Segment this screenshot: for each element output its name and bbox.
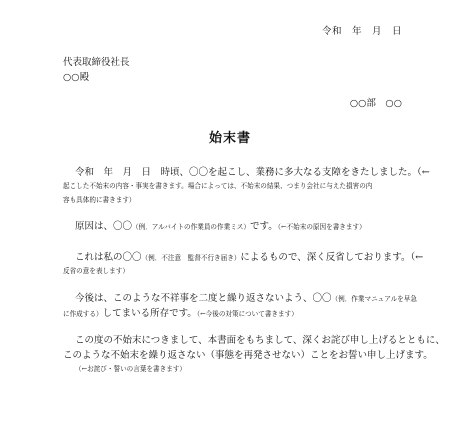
paragraph-apology-line2: このような不始末を繰り返さない（事態を再発させない）ことをお誓い申し上げます。	[63, 350, 433, 361]
paragraph-reflection-note: 反省の意を表します）	[63, 267, 129, 275]
paragraph-cause-note: （←不始末の原因を書きます）	[277, 223, 366, 231]
paragraph-reflection-text-a: これは私の〇〇	[75, 252, 142, 263]
paragraph-reflection-text-b: によるもので、深く反省しております。（←	[240, 252, 424, 263]
addressee-name: ○○殿	[63, 72, 90, 83]
paragraph-prevention-line2	[63, 309, 298, 319]
paragraph-prevention-example: （例．作業マニュアルを早急	[331, 295, 417, 303]
paragraph-incident-text: 令和 年 月 日 時頃、〇〇を起こし、業務に多大なる支障をきたしました。（←	[75, 167, 430, 178]
paragraph-cause-text-a: 原因は、〇〇	[75, 221, 133, 232]
paragraph-prevention-example-cont: に作成する）	[63, 310, 103, 318]
paragraph-cause	[63, 222, 366, 232]
sender-name: ○○部 ○○	[349, 98, 402, 109]
document-title: 始末書	[208, 131, 251, 146]
document-date: 令和 年 月 日	[321, 26, 402, 37]
addressee-title: 代表取締役社長	[63, 57, 130, 68]
paragraph-incident-note-line3: 容も具体的に書きます）	[63, 196, 136, 204]
paragraph-prevention	[63, 294, 417, 304]
paragraph-cause-text-b: です。	[249, 221, 278, 232]
paragraph-apology-line1: この度の不始末につきまして、本書面をもちまして、深くお詫び申し上げるとともに、	[75, 335, 445, 346]
paragraph-prevention-note: （←今後の対策について書きます）	[196, 310, 298, 318]
paragraph-incident	[63, 168, 430, 178]
paragraph-cause-example: （例．アルバイトの作業員の作業ミス）	[132, 223, 250, 231]
paragraph-apology-note: （←お詫び・誓いの言葉を書きます）	[75, 365, 187, 373]
paragraph-prevention-text-b: してまいる所存です。	[102, 308, 197, 319]
paragraph-reflection-example: （例．不注意 監督不行き届き）	[141, 254, 241, 262]
paragraph-reflection	[63, 253, 423, 263]
paragraph-incident-note-line2: 起こした不始末の内容・事実を書きます。場合によっては、不始末の結果、つまり会社に与えた損害の内	[63, 182, 373, 190]
paragraph-prevention-text-a: 今後は、このような不祥事を二度と繰り返さないよう、〇〇	[75, 293, 332, 304]
